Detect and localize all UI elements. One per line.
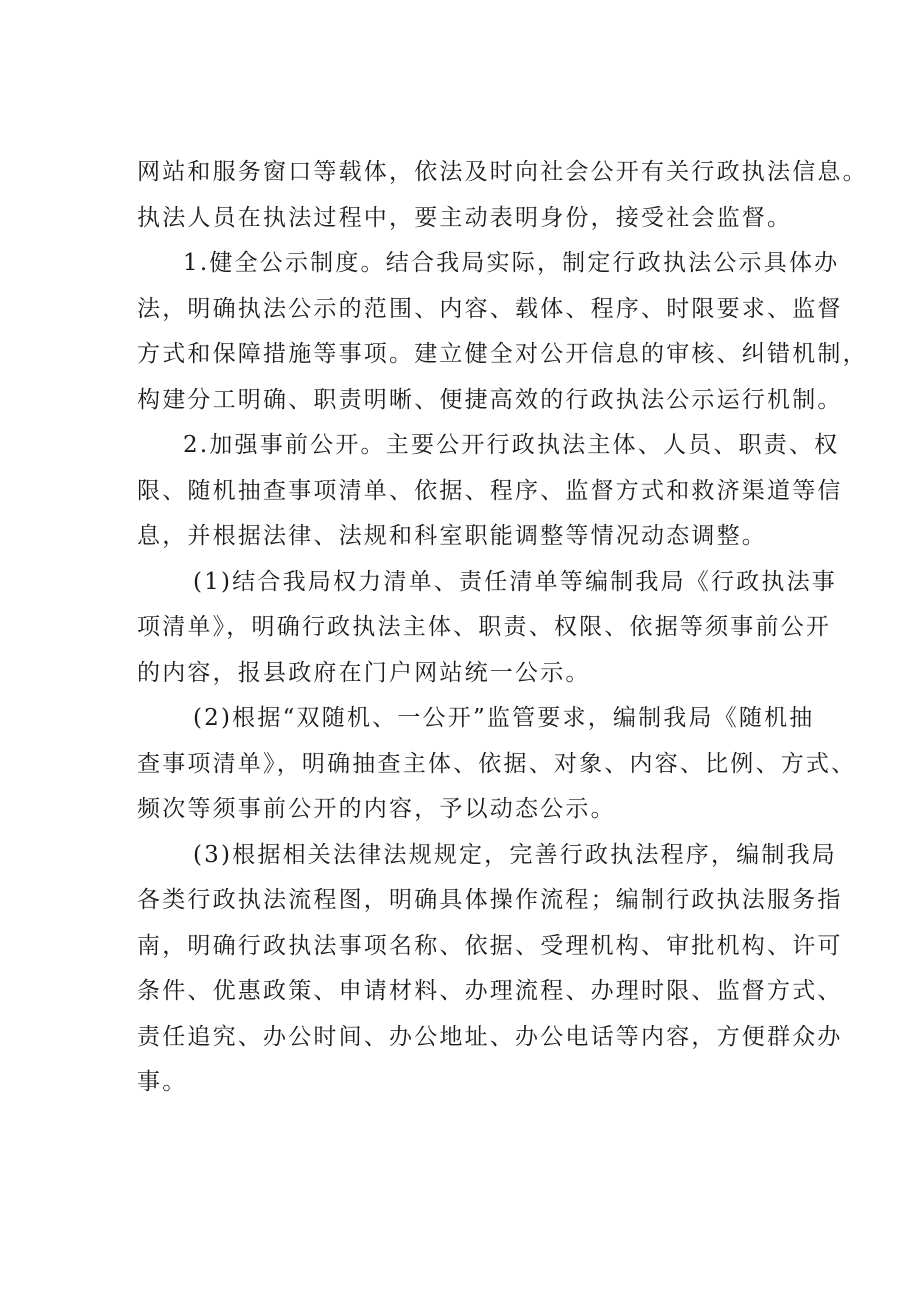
text-line: 构建分工明确、职责明晰、便捷高效的行政执法公示运行机制。 (137, 386, 843, 413)
text-line: 限、随机抽查事项清单、依据、程序、监督方式和救济渠道等信 (137, 477, 843, 504)
text-line: 各类行政执法流程图，明确具体操作流程；编制行政执法服务指 (137, 887, 843, 913)
text-line: 责任追究、办公时间、办公地址、办公电话等内容，方便群众办 (137, 1023, 843, 1050)
paragraph-item-2-1 (137, 560, 837, 697)
text-line: 网站和服务窗口等载体，依法及时向社会公开有关行政执法信息。 (137, 159, 868, 185)
text-line: 频次等须事前公开的内容，予以动态公示。 (137, 796, 616, 822)
text-line: (2)根据“双随机、一公开”监管要求，编制我局《随机抽 (193, 705, 815, 731)
text-line: 项清单》，明确行政执法主体、职责、权限、依据等须事前公开 (137, 614, 832, 640)
paragraph-item-2-3 (137, 833, 843, 1106)
text-line: 事。 (137, 1069, 188, 1095)
text-line: 条件、优惠政策、申请材料、办理流程、办理时限、监督方式、 (137, 978, 843, 1004)
text-line: 执法人员在执法过程中，要主动表明身份，接受社会监督。 (137, 204, 793, 231)
text-line: 息，并根据法律、法规和科室职能调整等情况动态调整。 (137, 523, 767, 549)
text-line: 方式和保障措施等事项。建立健全对公开信息的审核、纠错机制， (137, 341, 868, 367)
text-line: 1.健全公示制度。结合我局实际，制定行政执法公示具体办 (183, 250, 840, 276)
text-line: 的内容，报县政府在门户网站统一公示。 (137, 659, 591, 686)
text-line: 南，明确行政执法事项名称、依据、受理机构、审批机构、许可 (137, 932, 843, 959)
paragraph-item-1 (137, 241, 868, 423)
paragraph-intro (137, 150, 868, 241)
text-line: 2.加强事前公开。主要公开行政执法主体、人员、职责、权 (183, 432, 840, 458)
text-line: (3)根据相关法律法规规定，完善行政执法程序，编制我局 (193, 841, 837, 868)
text-line: 法，明确执法公示的范围、内容、载体、程序、时限要求、监督 (137, 295, 843, 322)
paragraph-item-2 (137, 423, 843, 560)
text-line: 查事项清单》，明确抽查主体、依据、对象、内容、比例、方式、 (137, 750, 857, 777)
paragraph-item-2-2 (137, 696, 857, 833)
text-line: (1)结合我局权力清单、责任清单等编制我局《行政执法事 (193, 568, 837, 595)
document-body (137, 150, 868, 1106)
